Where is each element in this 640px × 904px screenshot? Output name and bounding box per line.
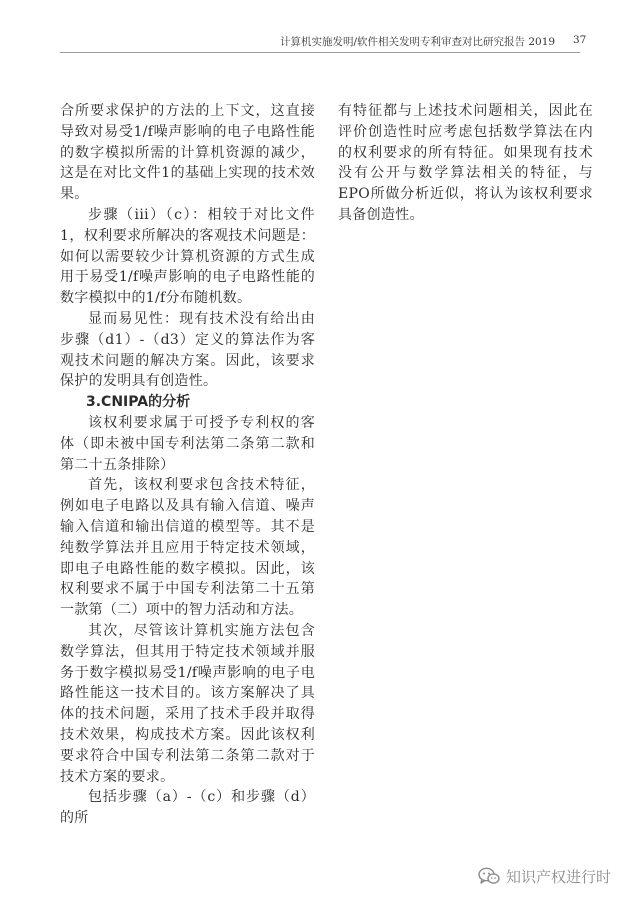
paragraph: 显而易见性：现有技术没有给出由步骤（d1）-（d3）定义的算法作为客观技术问题的解决方案。因此，该要求保护的发明具有创造性。 xyxy=(60,310,315,390)
paragraph: 该权利要求属于可授予专利权的客体（即未被中国专利法第二条第二款和第二十五条排除） xyxy=(60,414,315,473)
header-rule xyxy=(60,52,580,53)
paragraph: 有特征都与上述技术问题相关，因此在评价创造性时应考虑包括数学算法在内的权利要求的所有特征。如果现有技术没有公开与数学算法相关的特征，与EPO所做分析近似，将认为该权利要求具备创造性。 xyxy=(338,103,593,223)
header-title: 计算机实施发明/软件相关发明专利审查对比研究报告 2019 xyxy=(280,36,556,48)
paragraph: 步骤（iii）（c）：相较于对比文件1，权利要求所解决的客观技术问题是：如何以需要较少计算机资源的方式生成用于易受1/f噪声影响的电子电路性能的数字模拟中的1/f分布随机数。 xyxy=(60,206,315,307)
paragraph: 其次，尽管该计算机实施方法包含数学算法，但其用于特定技术领域并服务于数字模拟易受1/f噪声影响的电子电路性能这一技术目的。该方案解决了具体的技术问题，采用了技术手段并取得技术效果，构成技术方案。因此该权利要求符合中国专利法第二条第二款对于技术方案的要求。 xyxy=(60,622,315,785)
paragraph: 首先，该权利要求包含技术特征，例如电子电路以及具有输入信道、噪声输入信道和输出信道的模型等。其不是纯数学算法并且应用于特定技术领域，即电子电路性能的数字模拟。因此，该权利要求不属于中国专利法第二十五第一款第（二）项中的智力活动和方法。 xyxy=(60,477,315,619)
running-header xyxy=(0,34,640,48)
section-heading: 3.CNIPA的分析 xyxy=(86,394,191,411)
paragraph: 合所要求保护的方法的上下文，这直接导致对易受1/f噪声影响的电子电路性能的数字模拟所需的计算机资源的减少，这是在对比文件1的基础上实现的技术效果。 xyxy=(60,103,315,203)
paragraph: 包括步骤（a）-（c）和步骤（d）的所 xyxy=(60,789,315,827)
watermark xyxy=(478,864,611,888)
watermark-text: 知识产权进行时 xyxy=(506,867,612,886)
wechat-icon xyxy=(478,867,500,885)
left-column xyxy=(60,101,315,829)
right-column xyxy=(338,101,593,226)
page-number: 37 xyxy=(573,34,587,46)
